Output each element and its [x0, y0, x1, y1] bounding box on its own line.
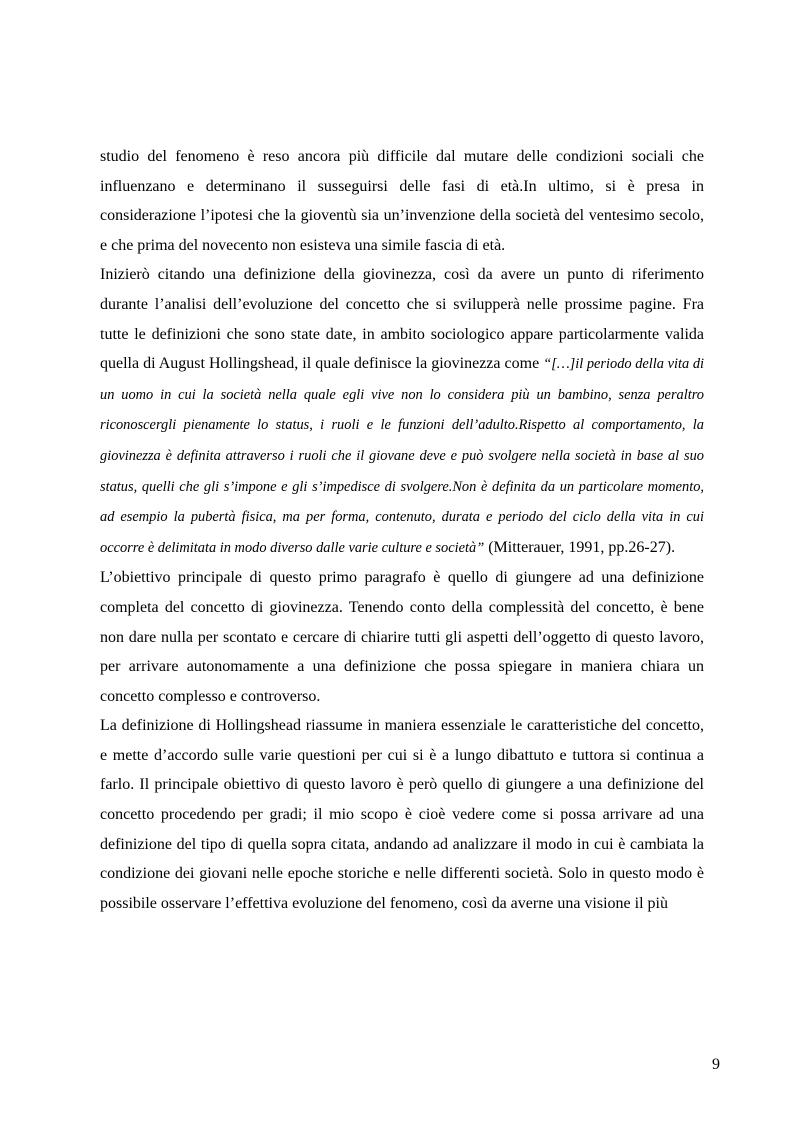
document-body	[100, 142, 704, 918]
hollingshead-quote: “[…]il periodo della vita di un uomo in cui la società nella quale egli vive non lo considera più un bambino, senza peraltro riconoscergli pienamente lo status, i ruoli e le funzioni dell’adulto.Rispetto al comportamento, la giovinezza è definita attraverso i ruoli che il giovane deve e può svolgere nella società in base al suo status, quelli che gli s’impone e gli s’impedisce di svolgere.Non è definita da un particolare momento, ad esempio la pubertà fisica, ma per forma, contenuto, durata e periodo del ciclo della vita in cui occorre è delimitata in modo diverso dalle varie culture e società”	[100, 356, 705, 556]
paragraph-continuation: studio del fenomeno è reso ancora più difficile dal mutare delle condizioni sociali che influenzano e determinano il susseguirsi delle fasi di età.In ultimo, si è presa in considerazione l’ipotesi che la gioventù sia un’invenzione della società del ventesimo secolo, e che prima del novecento non esisteva una simile fascia di età.	[100, 148, 704, 254]
page-number: 9	[712, 1056, 720, 1073]
paragraph-hollingshead: La definizione di Hollingshead riassume in maniera essenziale le caratteristiche del concetto, e mette d’accordo sulle varie questioni per cui si è a lungo dibattuto e tuttora si continua a farlo. Il principale obiettivo di questo lavoro è però quello di giungere a una definizione del concetto procedendo per gradi; il mio scopo è cioè vedere come si possa arrivare ad una definizione del tipo di quella sopra citata, andando ad analizzare il modo in cui è cambiata la condizione dei giovani nelle epoche storiche e nelle differenti società. Solo in questo modo è possibile osservare l’effettiva evoluzione del fenomeno, così da averne una visione il più	[100, 717, 704, 912]
paragraph-objective: L’obiettivo principale di questo primo paragrafo è quello di giungere ad una definizione completa del concetto di giovinezza. Tenendo conto della complessità del concetto, è bene non dare nulla per scontato e cercare di chiarire tutti gli aspetti dell’oggetto di questo lavoro, per arrivare autonomamente a una definizione che possa spiegare in maniera chiara un concetto complesso e controverso.	[100, 569, 704, 705]
paragraph-definition-lead: Inizierò citando una definizione della giovinezza, così da avere un punto di riferimento durante l’analisi dell’evoluzione del concetto che si svilupperà nelle prossime pagine. Fra tutte le definizioni che sono state date, in ambito sociologico appare particolarmente valida quella di August Hollingshead, il quale definisce la giovinezza come	[100, 266, 704, 373]
paragraph-definition	[100, 260, 704, 563]
citation: (Mitterauer, 1991, pp.26-27).	[484, 538, 676, 556]
